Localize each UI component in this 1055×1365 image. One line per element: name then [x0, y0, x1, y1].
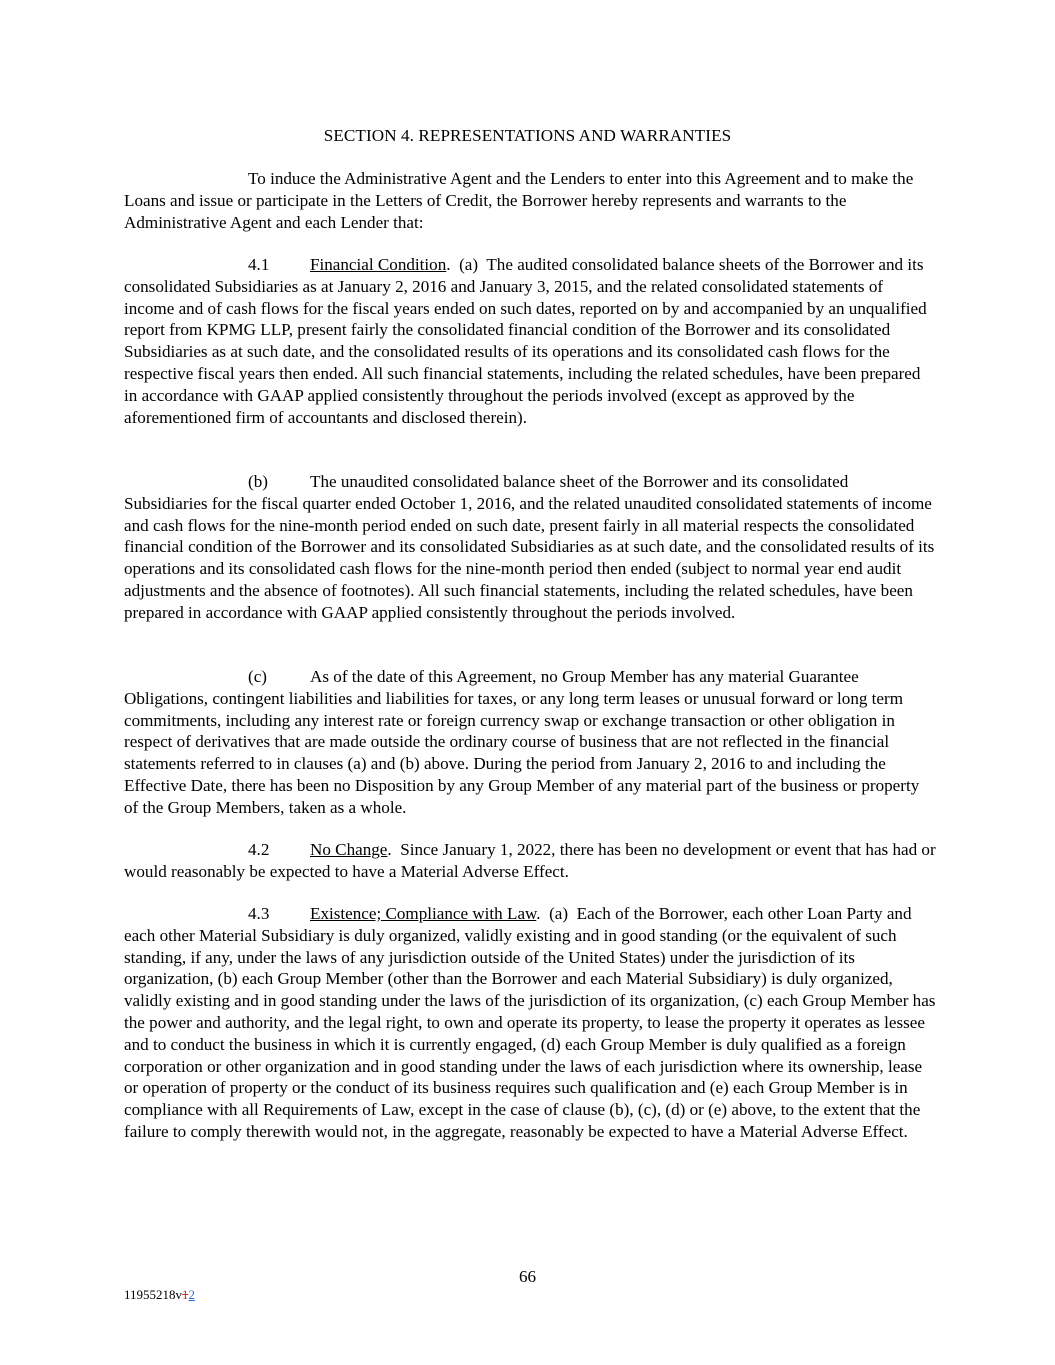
clause-text: The audited consolidated balance sheets of the Borrower and its consolidated Subsidiaries as at January 2, 2016 and January 3, 2015, and the related consolidated statements of income and of cash flows for the fiscal years ended on such dates, reported on by and accompanied by an unqualified report from KPMG LLP, present fairly the consolidated financial condition of the Borrower and its consolidated Subsidiaries as at such date, and the consolidated results of its operations and its consolidated cash flows for the respective fiscal years then ended. All such financial statements, including the related schedules, have been prepared in accordance with GAAP applied consistently throughout the periods involved (except as approved by the aforementioned firm of accountants and disclosed therein).: [124, 255, 927, 427]
page-number: 66: [518, 1267, 537, 1286]
section-number: 4.1: [248, 255, 270, 274]
clause-text: As of the date of this Agreement, no Group Member has any material Guarantee Obligations, contingent liabilities and liabilities for taxes, or any long term leases or unusual forward or long term commitments, including any interest rate or foreign currency swap or exchange transaction or other obligation in respect of derivatives that are made outside the ordinary course of business that are not reflected in the financial statements referred to in clauses (a) and (b) above. During the period from January 2, 2016 to and including the Effective Date, there has been no Disposition by any Group Member of any material part of the business or property of the Group Members, taken as a whole.: [124, 667, 920, 817]
intro-text: To induce the Administrative Agent and the Lenders to enter into this Agreement and to make the Loans and issue or participate in the Letters of Credit, the Borrower hereby represents and warrants to the Administrative Agent and each Lender that:: [124, 169, 914, 232]
section-4-1-paragraph-a: 4.1 Financial Condition. (a) The audited consolidated balance sheets of the Borrower and its consolidated Subsidiaries as at January 2, 2016 and January 3, 2015, and the related consolidated statements of income and of cash flows for the fiscal years ended on such dates, reported on by and accompanied by an unqualified report from KPMG LLP, present fairly the consolidated financial condition of the Borrower and its consolidated Subsidiaries as at such date, and the consolidated results of its operations and its consolidated cash flows for the respective fiscal years then ended. All such financial statements, including the related schedules, have been prepared in accordance with GAAP applied consistently throughout the periods involved (except as approved by the aforementioned firm of accountants and disclosed therein).: [124, 255, 927, 427]
clause-label: (c): [248, 667, 267, 686]
section-title: Existence; Compliance with Law: [310, 904, 537, 923]
section-4-2-paragraph: 4.2 No Change. Since January 1, 2022, there has been no development or event that has had or would reasonably be expected to have a Material Adverse Effect.: [124, 840, 936, 881]
clause-label: (a): [549, 904, 569, 923]
section-text: Each of the Borrower, each other Loan Party and each other Material Subsidiary is duly organized, validly existing and in good standing (or the equivalent of such standing, if any, under the laws of any jurisdiction outside of the United States) under the jurisdiction of its organization, (b) each Group Member (other than the Borrower and each Material Subsidiary) is duly organized, validly existing and in good standing under the laws of the jurisdiction of its organization, (c) each Group Member has the power and authority, and the legal right, to own and operate its property, to lease the property it operates as lessee and to conduct the business in which it is currently engaged, (d) each Group Member is duly qualified as a foreign corporation or other organization and in good standing under the laws of each jurisdiction where its ownership, lease or operation of property or the conduct of its business requires such qualification and (e) each Group Member is in compliance with all Requirements of Law, except in the case of clause (b), (c), (d) or (e) above, to the extent that the failure to comply therewith would not, in the aggregate, reasonably be expected to have a Material Adverse Effect.: [124, 904, 936, 1141]
clause-label: (a): [459, 255, 479, 274]
clause-label: (b): [248, 472, 268, 491]
section-number: 4.3: [248, 904, 270, 923]
document-id-inserted: 2: [188, 1287, 196, 1302]
document-id-deleted: 1: [182, 1287, 189, 1302]
section-title: No Change: [310, 840, 388, 859]
intro-paragraph: [124, 168, 936, 233]
section-text: Since January 1, 2022, there has been no development or event that has had or would reasonably be expected to have a Material Adverse Effect.: [124, 840, 936, 881]
section-4-3-paragraph: 4.3 Existence; Compliance with Law. (a) Each of the Borrower, each other Loan Party and each other Material Subsidiary is duly organized, validly existing and in good standing (or the equivalent of such standing, if any, under the laws of any jurisdiction outside of the United States) under the jurisdiction of its organization, (b) each Group Member (other than the Borrower and each Material Subsidiary) is duly organized, validly existing and in good standing under the laws of the jurisdiction of its organization, (c) each Group Member has the power and authority, and the legal right, to own and operate its property, to lease the property it operates as lessee and to conduct the business in which it is currently engaged, (d) each Group Member is duly qualified as a foreign corporation or other organization and in good standing under the laws of each jurisdiction where its ownership, lease or operation of property or the conduct of its business requires such qualification and (e) each Group Member is in compliance with all Requirements of Law, except in the case of clause (b), (c), (d) or (e) above, to the extent that the failure to comply therewith would not, in the aggregate, reasonably be expected to have a Material Adverse Effect.: [124, 904, 936, 1141]
section-title: Financial Condition: [310, 255, 447, 274]
section-heading: SECTION 4. REPRESENTATIONS AND WARRANTIES: [323, 126, 732, 145]
clause-text: The unaudited consolidated balance sheet of the Borrower and its consolidated Subsidiaries for the fiscal quarter ended October 1, 2016, and the related unaudited consolidated statements of income and cash flows for the nine-month period ended on such date, present fairly in all material respects the consolidated financial condition of the Borrower and its consolidated Subsidiaries as at such date, and the consolidated results of its operations and its consolidated cash flows for the nine-month period then ended (subject to normal year end audit adjustments and the absence of footnotes). All such financial statements, including the related schedules, have been prepared in accordance with GAAP applied consistently throughout the periods involved.: [124, 472, 935, 622]
section-4-1-paragraph-b: [124, 471, 936, 624]
section-number: 4.2: [248, 840, 270, 859]
section-4-1-paragraph-c: [124, 666, 936, 819]
document-id: [124, 1287, 195, 1303]
document-id-base: 11955218v: [124, 1287, 183, 1302]
